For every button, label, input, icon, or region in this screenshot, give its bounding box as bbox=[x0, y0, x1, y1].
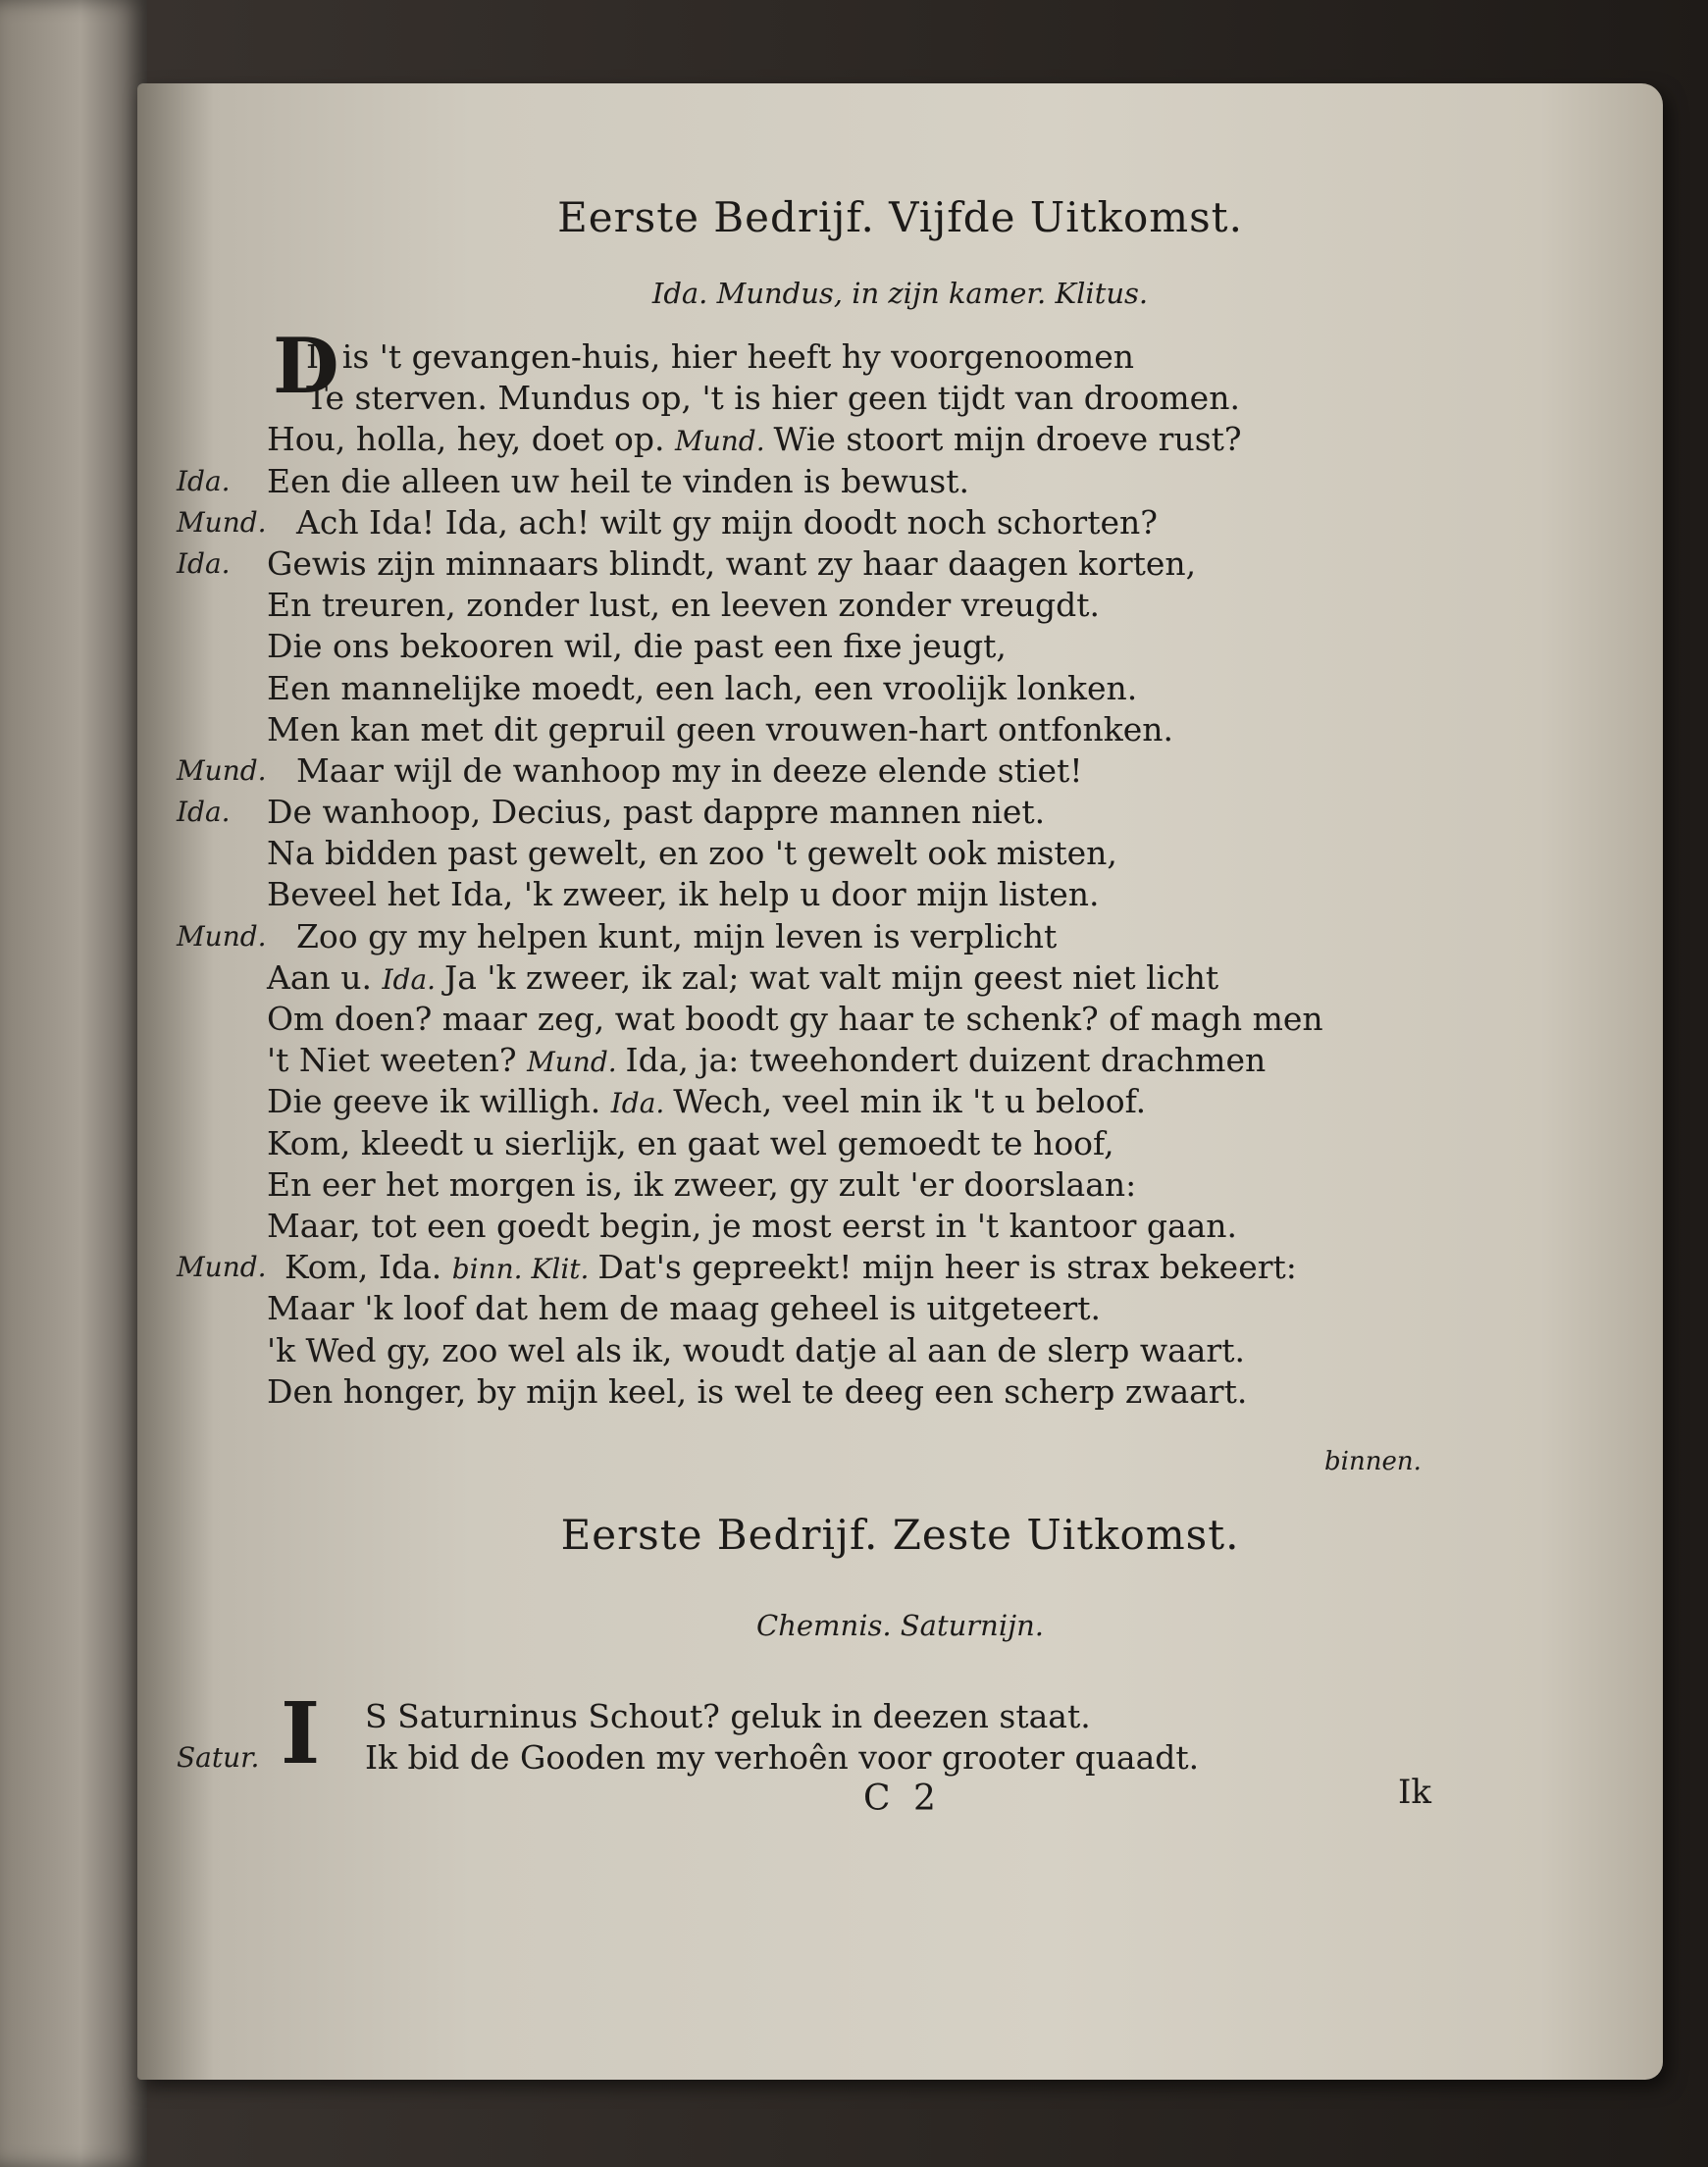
cast-list: Ida. Mundus, in zijn kamer. Klitus. bbox=[651, 277, 1149, 310]
verse-text-rest: Wech, veel min ik 't u beloof. bbox=[673, 1082, 1147, 1121]
signature-mark: C 2 bbox=[863, 1779, 942, 1819]
stage-direction: binnen. bbox=[1324, 1447, 1422, 1476]
verse-text-main: Gewis zijn minnaars blindt, want zy haar daagen korten, bbox=[267, 543, 1197, 583]
verse-text bbox=[365, 1696, 1091, 1737]
verse-line bbox=[177, 419, 1550, 460]
verse-text-main: Een die alleen uw heil te vinden is bewust. bbox=[267, 461, 969, 500]
page-content bbox=[137, 83, 1663, 2080]
verse-text-main: Na bidden past gewelt, en zoo 't gewelt ook misten, bbox=[267, 834, 1117, 873]
verse-block bbox=[177, 336, 1550, 1413]
speaker-label: Ida. bbox=[177, 796, 231, 829]
verse-line bbox=[177, 1123, 1550, 1164]
verse-line bbox=[177, 1164, 1550, 1206]
verse-line bbox=[177, 792, 1550, 833]
inline-speaker-label: Mund. bbox=[527, 1046, 626, 1079]
verse-text bbox=[267, 833, 1117, 874]
verse-text bbox=[267, 1288, 1101, 1329]
verse-line bbox=[177, 461, 1550, 502]
verse-line bbox=[177, 833, 1550, 874]
verse-line bbox=[177, 999, 1550, 1040]
facing-page-edge bbox=[0, 0, 147, 2167]
verse-text-main: Ach Ida! Ida, ach! wilt gy mijn doodt noch schorten? bbox=[296, 502, 1158, 542]
verse-line bbox=[177, 626, 1550, 667]
verse-text-main: Die geeve ik willigh. bbox=[267, 1082, 601, 1121]
verse-line bbox=[177, 1288, 1550, 1329]
verse-text bbox=[296, 502, 1158, 543]
verse-line bbox=[177, 543, 1550, 585]
verse-text-main: Kom, kleedt u sierlijk, en gaat wel gemoedt te hoof, bbox=[267, 1123, 1114, 1162]
verse-line bbox=[177, 502, 1550, 543]
verse-text bbox=[267, 1040, 1266, 1083]
inline-speaker-label: Mund. bbox=[675, 425, 774, 458]
verse-text-main: S Saturninus Schout? geluk in deezen staat. bbox=[365, 1697, 1091, 1735]
verse-text-rest: Ja 'k zweer, ik zal; wat valt mijn geest niet licht bbox=[443, 957, 1219, 997]
verse-line bbox=[177, 668, 1550, 709]
verse-text-main: 'k Wed gy, zoo wel als ik, woudt datje al aan de slerp waart. bbox=[267, 1330, 1245, 1369]
verse-text-main: It is 't gevangen-huis, hier heeft hy voorgenoomen bbox=[306, 337, 1134, 376]
verse-text bbox=[267, 1081, 1146, 1124]
verse-text bbox=[296, 916, 1057, 957]
verse-text bbox=[267, 792, 1045, 833]
verse-text bbox=[285, 1247, 1297, 1290]
inline-speaker-label: Ida. bbox=[382, 962, 444, 996]
verse-text-main: Aan u. bbox=[267, 957, 372, 997]
verse-text-main: 't Niet weeten? bbox=[267, 1041, 517, 1080]
verse-text-rest: Dat's gepreekt! mijn heer is strax bekeert: bbox=[597, 1248, 1297, 1287]
verse-text-main: Kom, Ida. bbox=[285, 1248, 442, 1287]
inline-speaker-label: binn. Klit. bbox=[451, 1253, 598, 1286]
verse-line bbox=[177, 957, 1550, 999]
verse-text-main: De wanhoop, Decius, past dappre mannen niet. bbox=[267, 793, 1046, 832]
drop-initial-2: I bbox=[281, 1684, 321, 1783]
verse-line bbox=[177, 709, 1550, 750]
verse-text bbox=[267, 874, 1100, 915]
verse-text-main: Maar, tot een goedt begin, je most eerst in 't kantoor gaan. bbox=[267, 1206, 1238, 1245]
speaker-label: Ida. bbox=[177, 546, 231, 580]
verse-text-main: Men kan met dit gepruil geen vrouwen-hart ontfonken. bbox=[267, 709, 1173, 748]
speaker-label: Mund. bbox=[177, 919, 267, 953]
verse-text bbox=[267, 709, 1173, 750]
verse-line bbox=[177, 874, 1550, 915]
verse-text bbox=[306, 378, 1240, 419]
verse-text bbox=[296, 750, 1083, 792]
cast-list-2: Chemnis. Saturnijn. bbox=[756, 1609, 1044, 1642]
book-page bbox=[137, 83, 1663, 2080]
inline-speaker-label: Ida. bbox=[610, 1087, 674, 1120]
verse-text bbox=[267, 1123, 1114, 1164]
verse-block-2 bbox=[177, 1696, 1550, 1779]
speaker-label: Ida. bbox=[177, 464, 231, 497]
verse-line bbox=[177, 1330, 1550, 1371]
verse-text bbox=[267, 999, 1323, 1040]
catchword: Ik bbox=[1398, 1773, 1432, 1812]
verse-text bbox=[267, 419, 1242, 462]
scene-heading-2: Eerste Bedrijf. Zeste Uitkomst. bbox=[560, 1511, 1240, 1559]
speaker-label: Mund. bbox=[177, 505, 267, 539]
verse-text-main: Maar 'k loof dat hem de maag geheel is uitgeteert. bbox=[267, 1289, 1102, 1328]
verse-text bbox=[267, 1206, 1237, 1247]
speaker-label: Satur. bbox=[177, 1741, 260, 1775]
speaker-label: Mund. bbox=[177, 1251, 267, 1284]
verse-line bbox=[177, 750, 1550, 792]
verse-text-main: Zoo gy my helpen kunt, mijn leven is verplicht bbox=[296, 916, 1058, 955]
verse-line bbox=[177, 1371, 1550, 1413]
verse-text bbox=[267, 585, 1100, 626]
verse-text bbox=[267, 1371, 1247, 1413]
verse-text bbox=[267, 1164, 1136, 1206]
verse-line bbox=[177, 1247, 1550, 1288]
verse-text bbox=[267, 1330, 1245, 1371]
verse-text-main: Om doen? maar zeg, wat boodt gy haar te schenk? of magh men bbox=[267, 1000, 1323, 1038]
verse-text-rest: Ida, ja: tweehondert duizent drachmen bbox=[625, 1041, 1267, 1080]
verse-text-main: Een mannelijke moedt, een lach, een vroolijk lonken. bbox=[267, 668, 1138, 707]
verse-text bbox=[267, 957, 1218, 1001]
verse-text-main: Te sterven. Mundus op, 't is hier geen tijdt van droomen. bbox=[306, 379, 1240, 418]
verse-line bbox=[177, 916, 1550, 957]
verse-line bbox=[177, 1040, 1550, 1081]
verse-text-rest: Wie stoort mijn droeve rust? bbox=[773, 420, 1242, 459]
verse-text bbox=[267, 668, 1137, 709]
verse-text-main: Die ons bekooren wil, die past een fixe jeugt, bbox=[267, 627, 1007, 666]
verse-text-main: En treuren, zonder lust, en leeven zonder vreugdt. bbox=[267, 586, 1101, 625]
verse-line bbox=[177, 1206, 1550, 1247]
scene-heading: Eerste Bedrijf. Vijfde Uitkomst. bbox=[557, 193, 1243, 241]
verse-text-main: Beveel het Ida, 'k zweer, ik help u door mijn listen. bbox=[267, 875, 1100, 914]
drop-initial: D bbox=[273, 322, 339, 411]
verse-text bbox=[306, 336, 1134, 378]
verse-text-main: Den honger, by mijn keel, is wel te deeg een scherp zwaart. bbox=[267, 1371, 1248, 1411]
verse-line bbox=[177, 585, 1550, 626]
verse-line bbox=[177, 378, 1550, 419]
verse-text-main: En eer het morgen is, ik zweer, gy zult 'er doorslaan: bbox=[267, 1164, 1137, 1204]
verse-text-main: Ik bid de Gooden my verhoên voor grooter quaadt. bbox=[365, 1738, 1200, 1778]
verse-text-main: Hou, holla, hey, doet op. bbox=[267, 420, 665, 459]
verse-text bbox=[267, 626, 1007, 667]
verse-line bbox=[177, 1696, 1550, 1737]
verse-line bbox=[177, 336, 1550, 378]
verse-line bbox=[177, 1081, 1550, 1122]
verse-text bbox=[267, 543, 1196, 585]
speaker-label: Mund. bbox=[177, 753, 267, 787]
verse-line bbox=[177, 1737, 1550, 1779]
verse-text bbox=[267, 461, 969, 502]
verse-text-main: Maar wijl de wanhoop my in deeze elende stiet! bbox=[296, 750, 1083, 790]
verse-text bbox=[365, 1737, 1199, 1779]
